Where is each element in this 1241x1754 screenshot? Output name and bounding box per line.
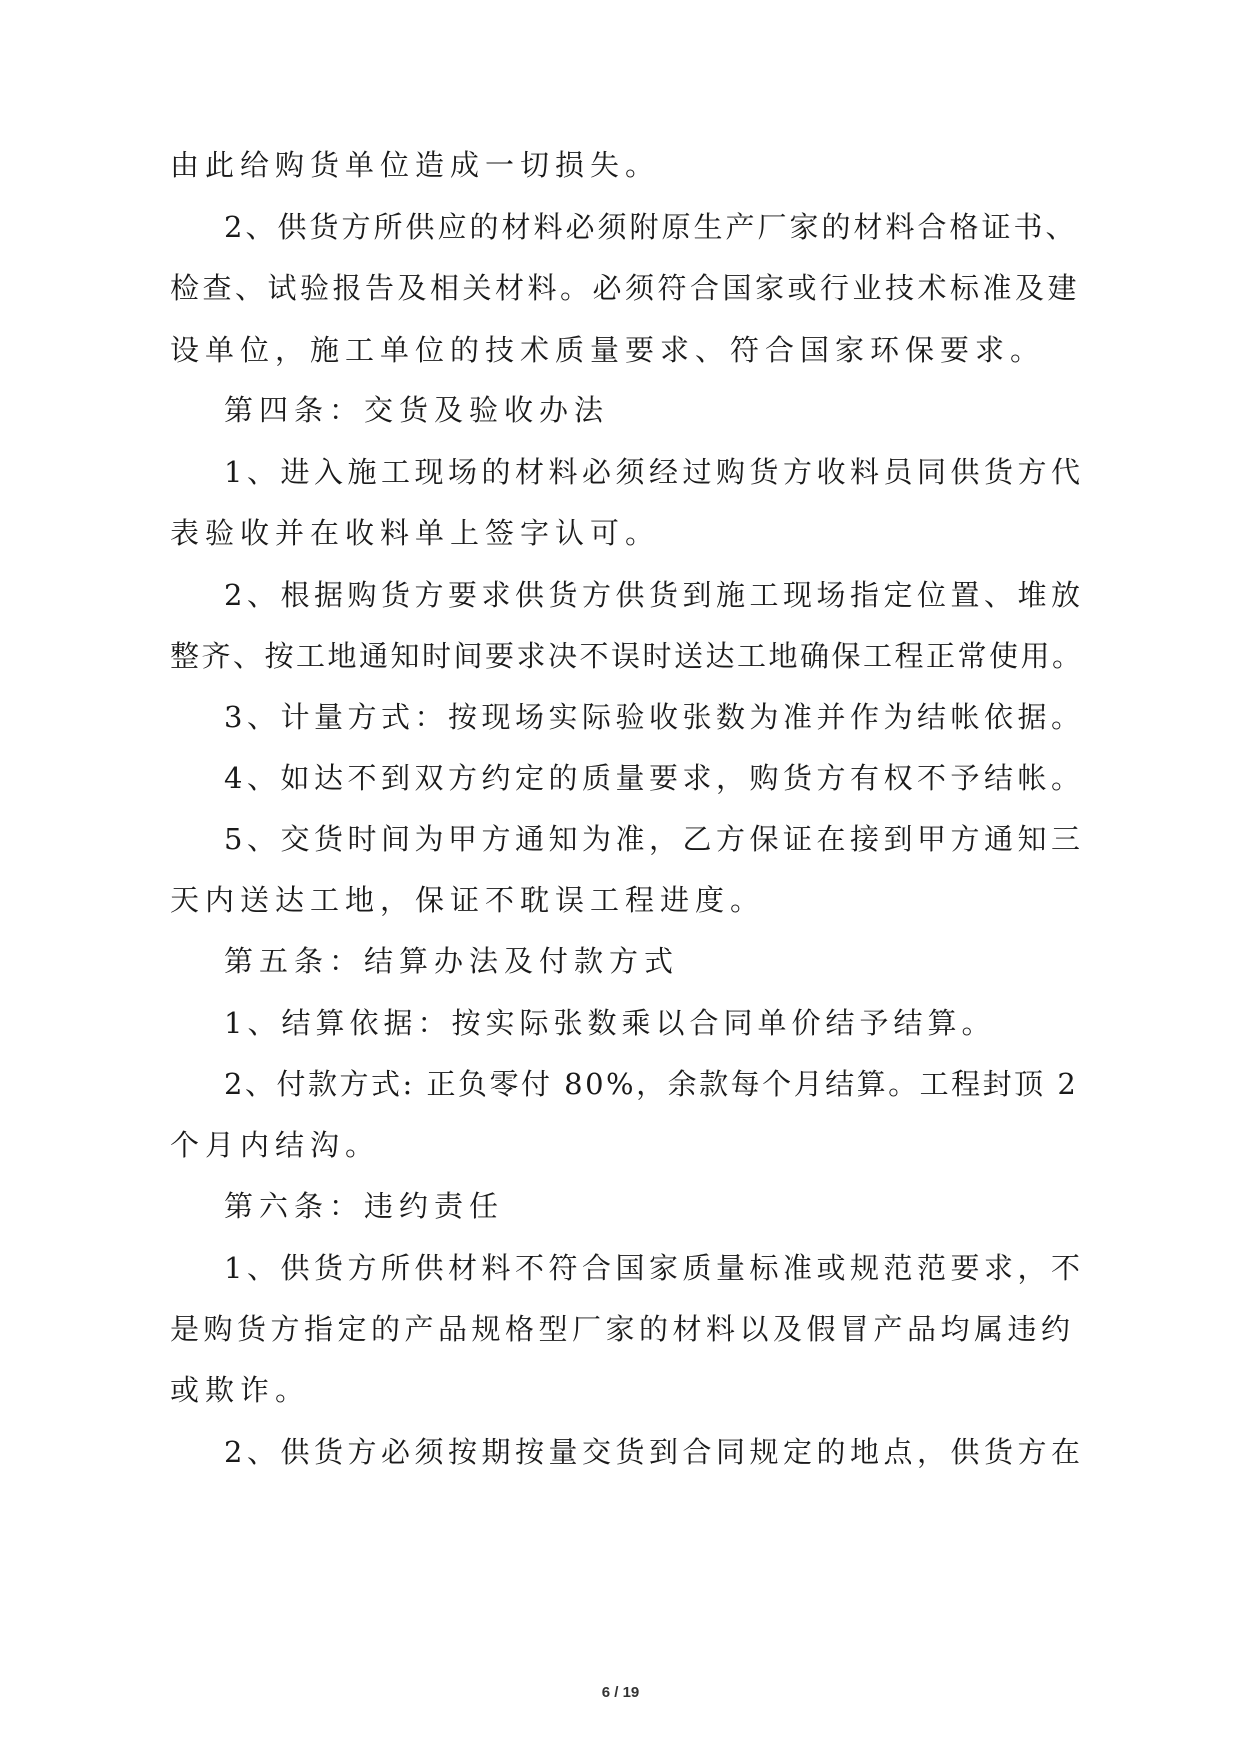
page-number: 6 / 19 <box>601 1684 640 1701</box>
text-line: 表验收并在收料单上签字认可。 <box>170 516 661 550</box>
text-line: 由此给购货单位造成一切损失。 <box>170 148 661 182</box>
text-line: 1、供货方所供材料不符合国家质量标准或规范范要求，不 <box>224 1251 1085 1285</box>
text-line: 1、结算依据：按实际张数乘以合同单价结予结算。 <box>224 1006 996 1040</box>
text-line: 3、计量方式：按现场实际验收张数为准并作为结帐依据。 <box>224 700 1085 734</box>
text-line: 4、如达不到双方约定的质量要求，购货方有权不予结帐。 <box>224 761 1085 795</box>
text-line: 检查、试验报告及相关材料。必须符合国家或行业技术标准及建 <box>170 271 1081 305</box>
text-line: 2、根据购货方要求供货方供货到施工现场指定位置、堆放 <box>224 578 1085 612</box>
text-line: 个月内结沟。 <box>170 1128 381 1162</box>
section-heading: 第四条：交货及验收办法 <box>224 393 610 427</box>
text-line: 天内送达工地，保证不耽误工程进度。 <box>170 883 766 917</box>
section-heading: 第六条：违约责任 <box>224 1189 505 1223</box>
text-line: 整齐、按工地通知时间要求决不误时送达工地确保工程正常使用。 <box>170 639 1084 673</box>
text-line: 或欺诈。 <box>170 1373 311 1407</box>
text-line: 1、进入施工现场的材料必须经过购货方收料员同供货方代 <box>224 455 1085 489</box>
text-line: 设单位，施工单位的技术质量要求、符合国家环保要求。 <box>170 333 1046 367</box>
text-line: 2、供货方所供应的材料必须附原生产厂家的材料合格证书、 <box>224 210 1078 244</box>
text-line: 2、付款方式: 正负零付 80%，余款每个月结算。工程封顶 2 <box>224 1067 1079 1101</box>
text-line: 是购货方指定的产品规格型厂家的材料以及假冒产品均属违约 <box>170 1312 1075 1346</box>
section-heading: 第五条：结算办法及付款方式 <box>224 944 680 978</box>
text-line: 5、交货时间为甲方通知为准，乙方保证在接到甲方通知三 <box>224 822 1085 856</box>
text-line: 2、供货方必须按期按量交货到合同规定的地点，供货方在 <box>224 1435 1085 1469</box>
